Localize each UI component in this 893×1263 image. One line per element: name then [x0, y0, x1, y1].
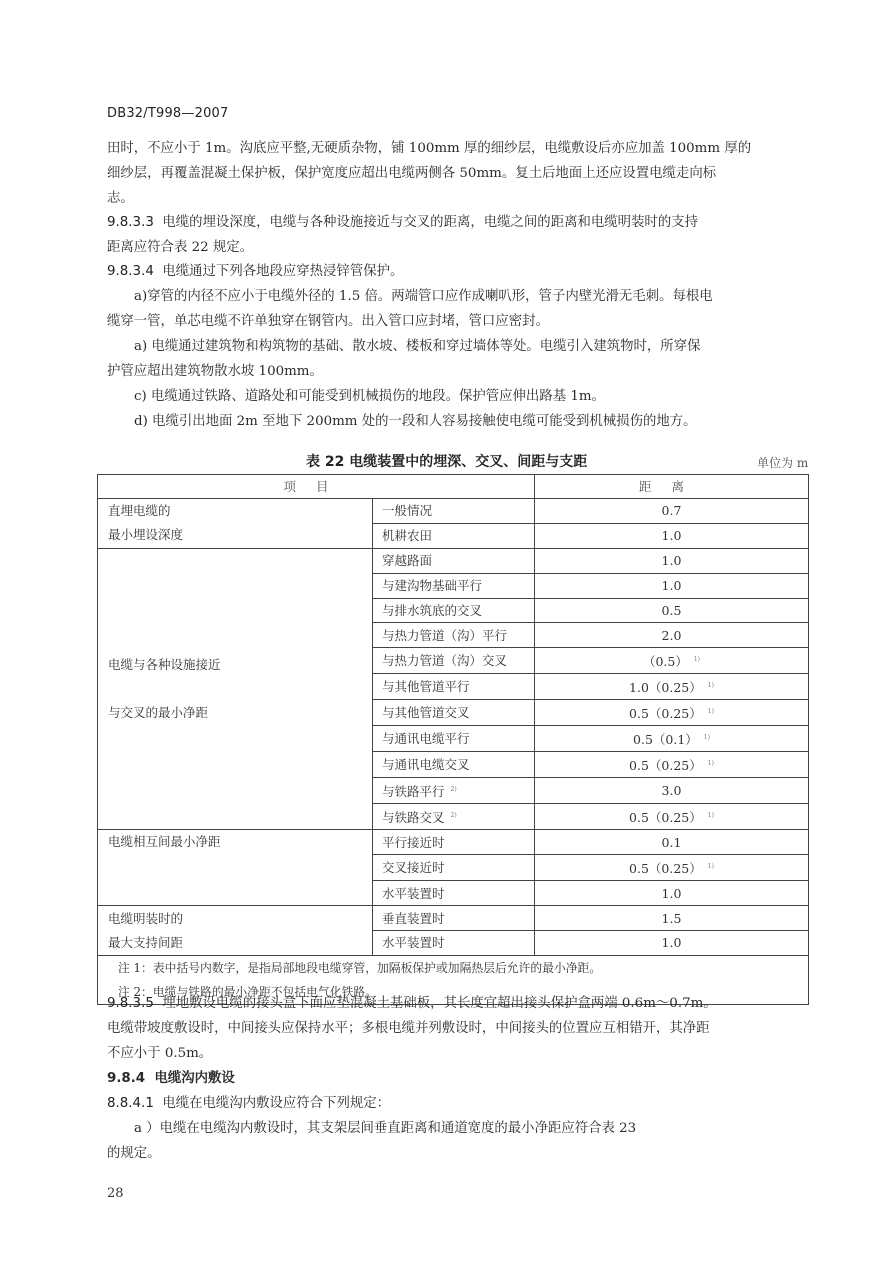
row-group-label [98, 906, 373, 956]
table-row [98, 499, 809, 524]
clause-9-8-3-4 [107, 259, 809, 434]
item-cell [373, 648, 535, 674]
clause-text: 电缆通过下列各地段应穿热浸锌管保护。 [162, 264, 404, 279]
table-row [98, 906, 809, 931]
distance-cell [535, 855, 809, 881]
item-cell [373, 523, 535, 548]
row-group-label [98, 548, 373, 830]
table-title: 表 22 电缆装置中的埋深、交叉、间距与支距 [306, 454, 588, 470]
item-text: 平行接近时 [382, 834, 445, 850]
distance-value: （0.5） [642, 654, 688, 670]
group-label-line: 电缆与各种设施接近 [108, 657, 221, 673]
table-header-row [98, 475, 809, 499]
standard-code-header: DB32/T998—2007 [107, 106, 229, 121]
row-group-label [98, 499, 373, 549]
list-item-c: c) 电缆通过铁路、道路处和可能受到机械损伤的地段。保护管应伸出路基 1m。 [134, 389, 605, 404]
list-item-d: d) 电缆引出地面 2m 至地下 200mm 处的一段和人容易接触使电缆可能受到机械损伤的地方。 [134, 414, 697, 429]
item-text: 与通讯电缆交叉 [382, 757, 470, 773]
table-unit: 单位为 m [757, 456, 809, 470]
distance-value: 0.5（0.25） [629, 706, 702, 722]
distance-cell [535, 726, 809, 752]
item-text: 机耕农田 [382, 528, 433, 544]
item-cell [373, 548, 535, 573]
distance-cell [535, 804, 809, 830]
item-cell [373, 855, 535, 881]
list-item-a: a ）电缆在电缆沟内敷设时，其支架层间垂直距离和通道宽度的最小净距应符合表 23 [134, 1121, 637, 1136]
item-text: 垂直装置时 [382, 910, 445, 926]
text-line: 缆穿一管，单芯电缆不许单独穿在钢管内。出入管口应封堵，管口应密封。 [107, 314, 549, 329]
intro-paragraph [107, 136, 809, 211]
list-item-b: a) 电缆通过建筑物和构筑物的基础、散水坡、楼板和穿过墙体等处。电缆引入建筑物时，所穿保 [134, 339, 701, 354]
distance-value: 1.0 [661, 885, 682, 901]
clause-text: 电缆在电缆沟内敷设应符合下列规定： [162, 1096, 391, 1111]
distance-cell [535, 598, 809, 623]
table-note: 注 1：表中括号内数字，是指局部地段电缆穿管，加隔板保护或加隔热层后允许的最小净距。 [118, 960, 602, 975]
distance-value: 0.5（0.25） [629, 861, 702, 877]
item-text: 穿越路面 [382, 553, 433, 569]
item-text: 一般情况 [382, 503, 433, 519]
distance-value: 0.5（0.25） [629, 758, 702, 774]
distance-value: 0.1 [661, 834, 682, 850]
distance-value: 3.0 [661, 783, 682, 799]
distance-value: 2.0 [661, 627, 682, 643]
distance-cell [535, 931, 809, 956]
distance-cell [535, 523, 809, 548]
footnote-marker: 1) [707, 863, 714, 871]
distance-cell [535, 700, 809, 726]
page-number: 28 [107, 1186, 124, 1201]
footnote-marker: 2) [450, 786, 457, 794]
item-cell [373, 778, 535, 804]
footnote-marker: 1) [693, 656, 701, 664]
distance-value: 1.0 [661, 528, 682, 544]
item-cell [373, 573, 535, 598]
item-text: 与其他管道平行 [382, 679, 470, 695]
text-line: 护管应超出建筑物散水坡 100mm。 [107, 364, 323, 379]
list-item-a: a)穿管的内径不应小于电缆外径的 1.5 倍。两端管口应作成喇叭形，管子内壁光滑无毛刺。每根电 [134, 289, 713, 304]
item-text: 与热力管道（沟）平行 [382, 627, 508, 643]
distance-cell [535, 752, 809, 778]
group-label-line: 最小埋设深度 [108, 527, 184, 543]
section-9-8-4 [107, 1066, 809, 1166]
table-22 [97, 474, 809, 1005]
footnote-marker: 1) [703, 734, 710, 742]
text-line: 埋地敷设电缆的接头盒下面应垫混凝土基础板，其长度宜超出接头保护盒两端 0.6m～0.7m。 [162, 996, 717, 1011]
text-line: 不应小于 0.5m。 [107, 1046, 213, 1061]
distance-cell [535, 573, 809, 598]
distance-cell [535, 548, 809, 573]
item-text: 水平装置时 [382, 935, 445, 951]
group-label-line: 电缆相互间最小净距 [108, 834, 221, 850]
table-note: 注 2：电缆与铁路的最小净距不包括电气化铁路。 [118, 984, 377, 999]
clause-number: 8.8.4.1 [107, 1096, 154, 1111]
group-label-line: 直埋电缆的 [108, 503, 171, 519]
table-row [98, 830, 809, 855]
section-number: 9.8.4 [107, 1071, 146, 1086]
item-text: 与其他管道交叉 [382, 705, 470, 721]
item-text: 与通讯电缆平行 [382, 731, 470, 747]
footnote-marker: 1) [707, 682, 714, 690]
distance-value: 1.0 [661, 935, 682, 951]
item-cell [373, 906, 535, 931]
item-cell [373, 674, 535, 700]
footnote-marker: 2) [450, 812, 457, 820]
distance-value: 1.0（0.25） [629, 680, 702, 696]
text-line: 的规定。 [107, 1146, 161, 1161]
item-cell [373, 700, 535, 726]
distance-cell [535, 881, 809, 906]
text-line: 田时，不应小于 1m。沟底应平整,无硬质杂物，铺 100mm 厚的细纱层，电缆敷设后亦应加盖 100mm 厚的 [107, 141, 752, 156]
distance-value: 1.5 [661, 910, 682, 926]
item-cell [373, 752, 535, 778]
clause-number: 9.8.3.4 [107, 264, 154, 279]
item-cell [373, 804, 535, 830]
clause-number: 9.8.3.5 [107, 996, 154, 1011]
text-line: 距离应符合表 22 规定。 [107, 240, 254, 255]
clause-9-8-3-3 [107, 210, 809, 260]
item-cell [373, 881, 535, 906]
header-item: 项目 [98, 475, 535, 499]
item-text: 交叉接近时 [382, 860, 445, 876]
clause-9-8-3-5 [107, 991, 809, 1066]
footnote-marker: 1) [707, 760, 714, 768]
group-label-line: 电缆明装时的 [108, 910, 184, 926]
distance-value: 1.0 [661, 553, 682, 569]
item-text: 与铁路交叉 [382, 810, 445, 826]
section-title: 电缆沟内敷设 [154, 1071, 235, 1086]
distance-cell [535, 648, 809, 674]
text-line: 志。 [107, 191, 134, 206]
distance-value: 0.7 [661, 503, 682, 519]
item-text: 与建沟物基础平行 [382, 578, 483, 594]
clause-number: 9.8.3.3 [107, 215, 154, 230]
distance-value: 0.5（0.25） [629, 810, 702, 826]
group-label-line: 最大支持间距 [108, 934, 184, 950]
distance-cell [535, 499, 809, 524]
row-group-label [98, 830, 373, 906]
footnote-marker: 1) [707, 812, 714, 820]
distance-value: 1.0 [661, 578, 682, 594]
distance-cell [535, 830, 809, 855]
text-line: 电缆的埋设深度，电缆与各种设施接近与交叉的距离，电缆之间的距离和电缆明装时的支持 [162, 215, 698, 230]
distance-value: 0.5 [661, 603, 682, 618]
item-cell [373, 623, 535, 648]
distance-cell [535, 906, 809, 931]
item-cell [373, 598, 535, 623]
text-line: 电缆带坡度敷设时，中间接头应保持水平；多根电缆并列敷设时，中间接头的位置应互相错开，其净距 [107, 1021, 710, 1036]
distance-value: 0.5（0.1） [633, 732, 698, 748]
item-cell [373, 830, 535, 855]
item-text: 与热力管道（沟）交叉 [382, 653, 508, 669]
text-line: 细纱层，再覆盖混凝土保护板，保护宽度应超出电缆两侧各 50mm。复土后地面上还应设置电缆走向标 [107, 166, 717, 181]
header-distance: 距离 [535, 475, 809, 499]
item-text: 水平装置时 [382, 885, 445, 901]
distance-cell [535, 674, 809, 700]
item-cell [373, 931, 535, 956]
distance-cell [535, 623, 809, 648]
group-label-line: 与交叉的最小净距 [108, 705, 209, 721]
item-text: 与铁路平行 [382, 784, 445, 800]
footnote-marker: 1) [707, 708, 714, 716]
distance-cell [535, 778, 809, 804]
table-row [98, 548, 809, 573]
item-cell [373, 726, 535, 752]
item-text: 与排水筑底的交叉 [382, 603, 483, 618]
item-cell [373, 499, 535, 524]
